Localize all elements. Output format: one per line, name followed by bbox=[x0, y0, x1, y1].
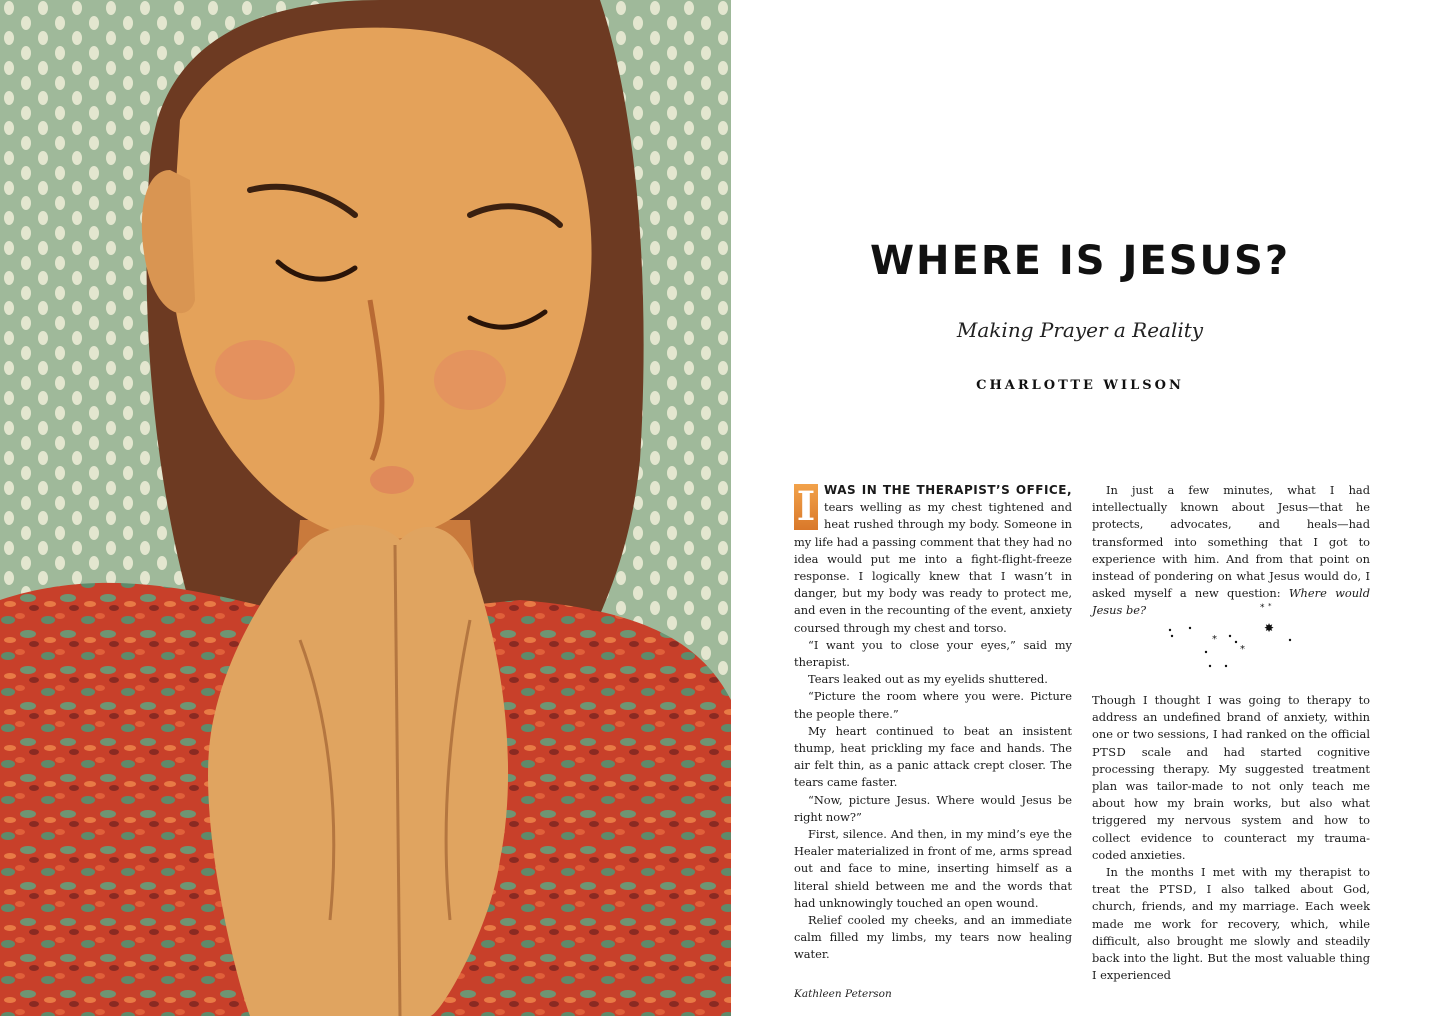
opening-paragraph bbox=[794, 482, 1072, 637]
article-subtitle: Making Prayer a Reality bbox=[956, 318, 1204, 342]
paragraph: “I want you to close your eyes,” said my therapist. bbox=[794, 637, 1072, 670]
drop-cap: I bbox=[794, 484, 818, 530]
svg-text:*: * bbox=[1212, 634, 1217, 645]
abbreviation: PTSD bbox=[1092, 744, 1127, 759]
article-column-right bbox=[1092, 482, 1370, 620]
svg-text:✸: ✸ bbox=[1264, 621, 1275, 635]
article-author: CHARLOTTE WILSON bbox=[976, 378, 1184, 393]
scattered-stars-ornament-icon bbox=[1160, 600, 1300, 670]
paragraph-text: tears welling as my chest tightened and heat rushed through my body. Someone in my life had a passing comment that they had no idea would put me into a fight-flight-freeze response. I logically knew that I wasn’t in danger, but my body was ready to protect me, and even in the recounting of the event, anxiety coursed through my chest and torso. bbox=[794, 500, 1072, 635]
svg-text:*: * bbox=[1268, 602, 1272, 610]
paragraph: In the months I met with my therapist to treat the PTSD, I also talked about God, church, friends, and my marriage. Each week made me work for recovery, which, while difficult, also brought me slowly and steadily back into the light. But the most valuable thing I experienced bbox=[1092, 865, 1370, 983]
paragraph: First, silence. And then, in my mind’s eye the Healer materialized in front of me, arms spread out and face to mine, inserting himself as a literal shield between me and the words that had unknowingly touched an open wound. bbox=[794, 827, 1072, 910]
svg-text:*: * bbox=[1240, 644, 1245, 655]
art-credit: Kathleen Peterson bbox=[794, 988, 892, 1000]
article-column-right-continued bbox=[1092, 692, 1370, 984]
paragraph: “Now, picture Jesus. Where would Jesus be right now?” bbox=[794, 792, 1072, 824]
paragraph bbox=[1092, 482, 1370, 620]
lead-in: WAS IN THE THERAPIST’S OFFICE, bbox=[824, 483, 1072, 497]
svg-text:*: * bbox=[1260, 603, 1265, 613]
abbreviation: PTSD bbox=[1158, 882, 1194, 897]
paragraph: Tears leaked out as my eyelids shuttered. bbox=[808, 672, 1048, 687]
article-column-left bbox=[794, 482, 1072, 964]
question-emphasis: Where would Jesus be? bbox=[1092, 586, 1370, 618]
paragraph: My heart continued to beat an insistent thump, heat prickling my face and hands. The air felt thin, as a panic attack crept closer. The tears came faster. bbox=[794, 723, 1072, 790]
paragraph: Relief cooled my cheeks, and an immediate calm filled my limbs, my tears now healing water. bbox=[794, 913, 1072, 962]
paragraph-text: In just a few minutes, what I had intellectually known about Jesus—that he protects, advocates, and heals—had transformed into something that I got to experience with him. And from that point on instead of pondering on what Jesus would do, I asked myself a new question: bbox=[1092, 483, 1370, 601]
paragraph: Though I thought I was going to therapy to address an undefined brand of anxiety, within one or two sessions, I had ranked on the official PTSD scale and had started cognitive processing therapy. My suggested treatment plan was tailor-made to not only teach me about how my brain works, but also what triggered my nervous system and how to collect evidence to counteract my trauma-coded anxieties. bbox=[1092, 693, 1370, 862]
article-title: WHERE IS JESUS? bbox=[869, 238, 1291, 284]
paragraph: “Picture the room where you were. Picture the people there.” bbox=[794, 689, 1072, 721]
